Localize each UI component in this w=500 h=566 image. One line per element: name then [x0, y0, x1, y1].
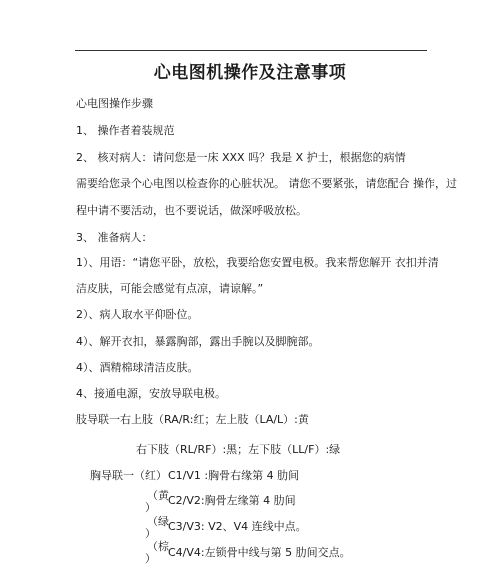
section-heading: 心电图操作步骤 — [76, 97, 153, 110]
chest-lead-v3: C3/V3: V2、V4 连线中点。 — [168, 520, 307, 533]
chest-leads-label: 胸导联一（红） — [90, 469, 167, 482]
step-4: 4、接通电源，安放导联电极。 — [76, 387, 226, 400]
step-3-undress: 4）、解开衣扣，暴露胸部，露出手腕以及脚腕部。 — [76, 335, 320, 348]
chest-lead-v2: C2/V2:胸骨左缘第 4 肋间 — [168, 494, 296, 507]
chest-lead-v3-color-open: （绿 — [147, 515, 169, 528]
step-1: 1、 操作者着装规范 — [76, 124, 175, 137]
step-3-clean: 4）、酒精棉球清洁皮肤。 — [76, 361, 199, 374]
chest-lead-v4-color-close: ） — [145, 552, 156, 565]
limb-leads-lower: 右下肢（RL/RF）:黑；左下肢（LL/F）:绿 — [136, 443, 341, 456]
chest-lead-v4-color-open: （棕 — [147, 540, 169, 553]
document-title: 心电图机操作及注意事项 — [153, 63, 347, 83]
chest-lead-v2-color-open: （黄 — [147, 489, 169, 502]
step-3-position: 2）、病人取水平仰卧位。 — [76, 308, 199, 321]
step-2-continued: 需要给您录个心电图以检查你的心脏状况。 请您不要紧张，请您配合 操作，过 — [76, 177, 457, 190]
chest-lead-v4: C4/V4:左锁骨中线与第 5 肋间交点。 — [168, 546, 351, 559]
step-3-speech: 1）、用语：“请您平卧，放松，我要给您安置电极。我来帮您解开 衣扣并清 — [76, 256, 439, 269]
chest-lead-v1: C1/V1 :胸骨右缘第 4 肋间 — [168, 469, 300, 482]
limb-leads-upper: 肢导联一右上肢（RA/R:红；左上肢（LA/L）:黄 — [76, 413, 309, 426]
step-2-continued-end: 程中请不要活动，也不要说话，做深呼吸放松。 — [76, 204, 307, 217]
step-3-speech-end: 洁皮肤，可能会感觉有点凉，请谅解。” — [76, 282, 264, 295]
chest-lead-v3-color-close: ） — [145, 527, 156, 540]
step-3: 3、 准备病人： — [76, 231, 153, 244]
header-rule — [75, 50, 427, 51]
chest-lead-v2-color-close: ） — [145, 501, 156, 514]
step-2: 2、 核对病人：请问您是一床 XXX 吗？我是 X 护士，根据您的病情 — [76, 151, 406, 164]
